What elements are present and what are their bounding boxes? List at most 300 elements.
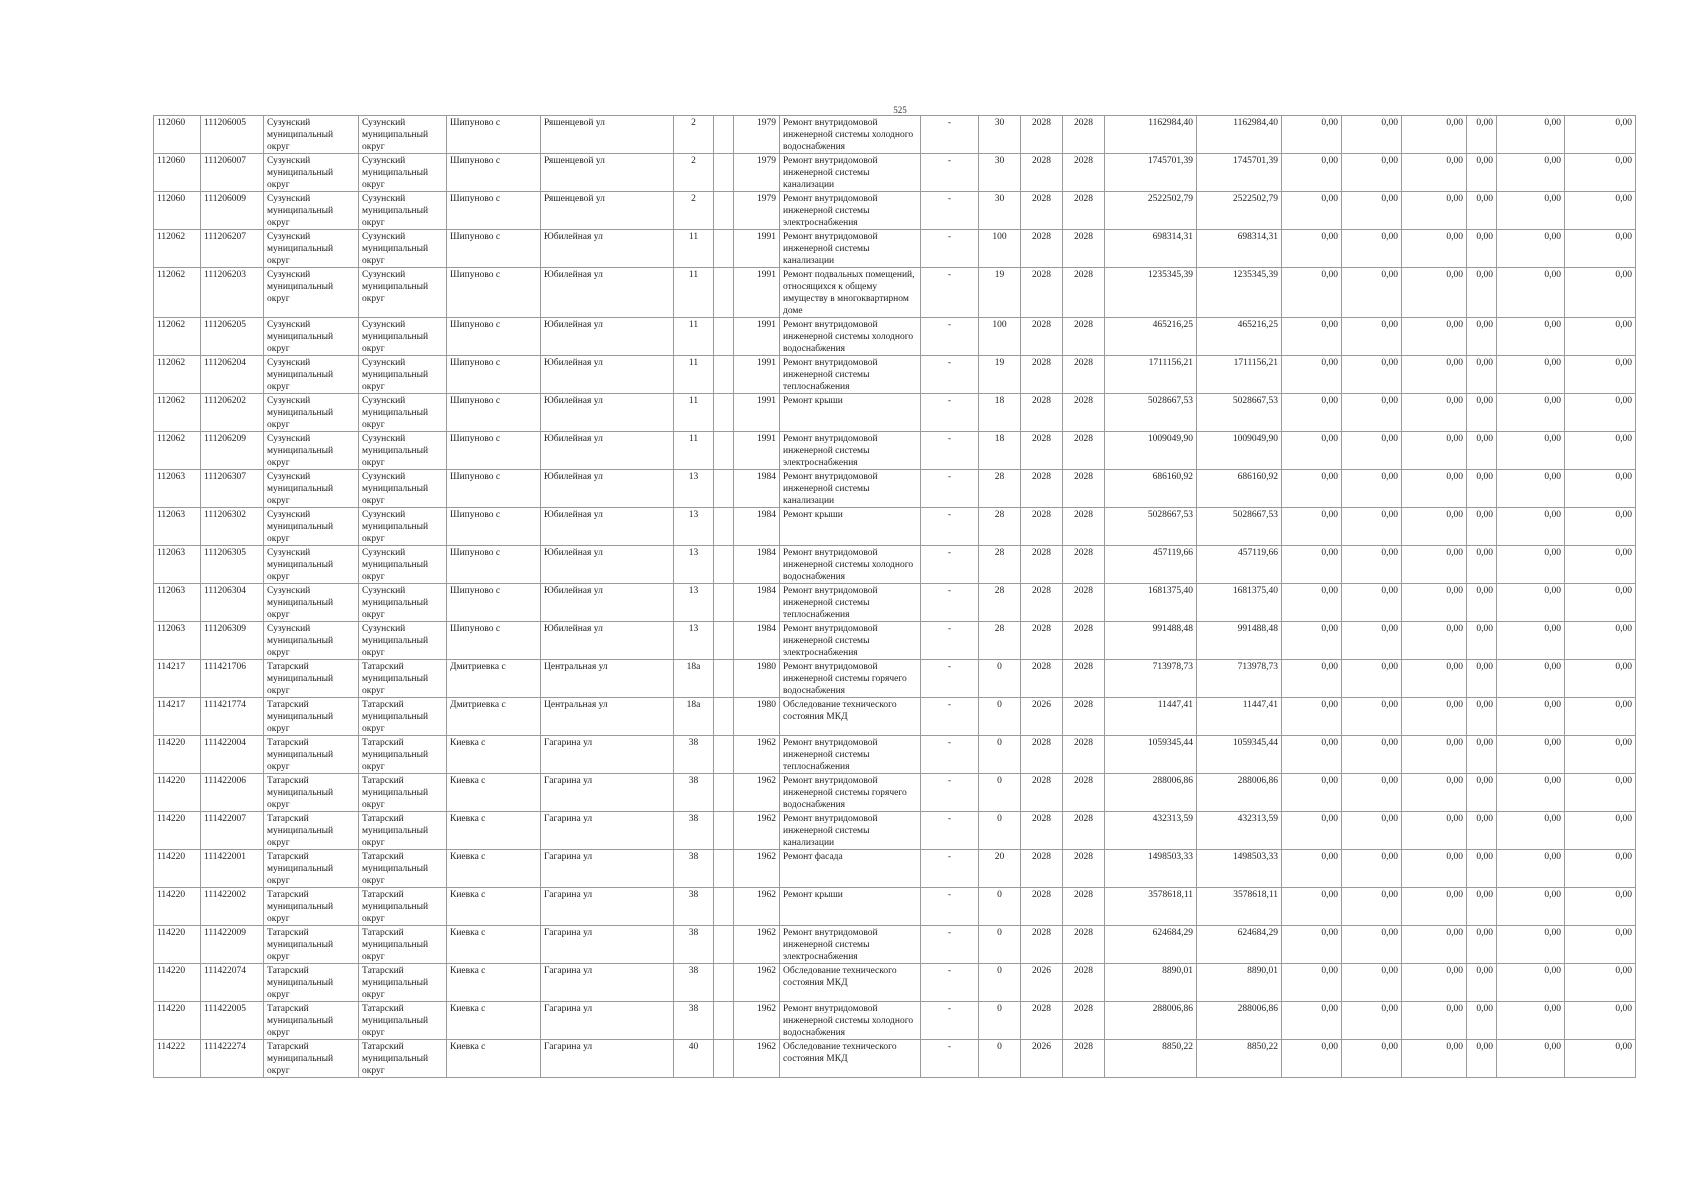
cell-cost-col-22: 0,00: [1565, 926, 1636, 964]
cell-plan-year: 2028: [1021, 888, 1063, 926]
cell-street: Юбилейная ул: [541, 546, 674, 584]
cell-building: [714, 268, 734, 318]
cell-end-year: 2028: [1063, 1002, 1105, 1040]
cell-cost-col-19: 0,00: [1402, 926, 1467, 964]
cell-dash: -: [921, 660, 979, 698]
cell-work-type: Ремонт внутридомовой инженерной системы канализации: [780, 812, 921, 850]
cell-settlement: Шипуново с: [447, 318, 541, 356]
cell-settlement: Шипуново с: [447, 230, 541, 268]
cell-cost-col-20: 0,00: [1467, 1040, 1497, 1078]
cell-settlement: Киевка с: [447, 850, 541, 888]
cell-building: [714, 546, 734, 584]
cell-end-year: 2028: [1063, 394, 1105, 432]
table-row: [154, 774, 1636, 812]
table-row: [154, 432, 1636, 470]
cell-dash: -: [921, 736, 979, 774]
cell-total-cost: 5028667,53: [1105, 508, 1197, 546]
cell-record-id: 112060: [154, 116, 201, 154]
cell-work-type: Ремонт внутридомовой инженерной системы теплоснабжения: [780, 356, 921, 394]
cell-end-year: 2028: [1063, 812, 1105, 850]
cell-end-year: 2028: [1063, 356, 1105, 394]
cell-cost-col-18: 0,00: [1342, 584, 1402, 622]
cell-cost-col-20: 0,00: [1467, 432, 1497, 470]
cell-cost-col-21: 0,00: [1497, 432, 1565, 470]
cell-cost-col-22: 0,00: [1565, 470, 1636, 508]
cell-build-year: 1984: [734, 508, 780, 546]
cell-total-cost: 1059345,44: [1105, 736, 1197, 774]
cell-work-code: 111422005: [201, 1002, 264, 1040]
cell-work-code: 111206202: [201, 394, 264, 432]
cell-cost-col-21: 0,00: [1497, 268, 1565, 318]
cell-cost-col-20: 0,00: [1467, 546, 1497, 584]
cell-cost-col-22: 0,00: [1565, 964, 1636, 1002]
cell-cost-col-22: 0,00: [1565, 508, 1636, 546]
cell-municipality-secondary: Татарский муниципальный округ: [359, 1040, 447, 1078]
cell-settlement: Шипуново с: [447, 470, 541, 508]
cell-cost-col-17: 0,00: [1282, 812, 1342, 850]
cell-cost-col-17: 0,00: [1282, 736, 1342, 774]
cell-building: [714, 926, 734, 964]
cell-record-id: 114222: [154, 1040, 201, 1078]
cell-building: [714, 736, 734, 774]
cell-street: Центральная ул: [541, 660, 674, 698]
cell-cost-col-17: 0,00: [1282, 926, 1342, 964]
cell-work-code: 111422006: [201, 774, 264, 812]
cell-cost-col-17: 0,00: [1282, 154, 1342, 192]
cell-work-code: 111206302: [201, 508, 264, 546]
cell-work-type: Ремонт внутридомовой инженерной системы горячего водоснабжения: [780, 660, 921, 698]
cell-cost-fund: 1235345,39: [1197, 268, 1282, 318]
cell-municipality: Татарский муниципальный округ: [264, 812, 359, 850]
cell-municipality: Татарский муниципальный округ: [264, 926, 359, 964]
cell-build-year: 1980: [734, 660, 780, 698]
cell-build-year: 1984: [734, 470, 780, 508]
cell-municipality: Сузунский муниципальный округ: [264, 622, 359, 660]
cell-cost-col-21: 0,00: [1497, 660, 1565, 698]
cell-plan-year: 2028: [1021, 508, 1063, 546]
cell-total-cost: 713978,73: [1105, 660, 1197, 698]
cell-build-year: 1984: [734, 546, 780, 584]
cell-cost-col-20: 0,00: [1467, 622, 1497, 660]
cell-cost-col-18: 0,00: [1342, 318, 1402, 356]
cell-cost-col-22: 0,00: [1565, 1002, 1636, 1040]
cell-dash: -: [921, 1002, 979, 1040]
cell-cost-col-22: 0,00: [1565, 736, 1636, 774]
cell-house-number: 18а: [674, 660, 714, 698]
cell-settlement: Киевка с: [447, 926, 541, 964]
cell-municipality-secondary: Сузунский муниципальный округ: [359, 116, 447, 154]
cell-cost-fund: 991488,48: [1197, 622, 1282, 660]
cell-municipality-secondary: Сузунский муниципальный округ: [359, 268, 447, 318]
cell-settlement: Шипуново с: [447, 394, 541, 432]
cell-house-number: 18а: [674, 698, 714, 736]
cell-record-id: 112062: [154, 356, 201, 394]
cell-dash: -: [921, 964, 979, 1002]
cell-municipality: Татарский муниципальный округ: [264, 736, 359, 774]
cell-cost-col-18: 0,00: [1342, 192, 1402, 230]
cell-cost-col-19: 0,00: [1402, 584, 1467, 622]
cell-cost-col-22: 0,00: [1565, 116, 1636, 154]
cell-dash: -: [921, 584, 979, 622]
cell-cost-fund: 288006,86: [1197, 774, 1282, 812]
cell-house-number: 13: [674, 584, 714, 622]
cell-work-code: 111422001: [201, 850, 264, 888]
cell-work-code: 111206203: [201, 268, 264, 318]
cell-wear-percent: 28: [979, 584, 1021, 622]
cell-dash: -: [921, 888, 979, 926]
cell-cost-col-22: 0,00: [1565, 394, 1636, 432]
cell-cost-col-20: 0,00: [1467, 812, 1497, 850]
cell-settlement: Шипуново с: [447, 432, 541, 470]
cell-municipality-secondary: Сузунский муниципальный округ: [359, 622, 447, 660]
cell-cost-col-21: 0,00: [1497, 622, 1565, 660]
cell-work-code: 111422074: [201, 964, 264, 1002]
cell-plan-year: 2028: [1021, 622, 1063, 660]
cell-street: Юбилейная ул: [541, 584, 674, 622]
cell-wear-percent: 30: [979, 154, 1021, 192]
cell-cost-col-18: 0,00: [1342, 926, 1402, 964]
cell-dash: -: [921, 394, 979, 432]
cell-house-number: 38: [674, 850, 714, 888]
cell-cost-col-21: 0,00: [1497, 470, 1565, 508]
cell-municipality: Татарский муниципальный округ: [264, 660, 359, 698]
table-row: [154, 116, 1636, 154]
cell-plan-year: 2028: [1021, 116, 1063, 154]
cell-municipality: Сузунский муниципальный округ: [264, 584, 359, 622]
cell-cost-col-20: 0,00: [1467, 1002, 1497, 1040]
cell-work-type: Ремонт фасада: [780, 850, 921, 888]
cell-municipality-secondary: Татарский муниципальный округ: [359, 774, 447, 812]
cell-cost-col-22: 0,00: [1565, 268, 1636, 318]
cell-record-id: 112062: [154, 268, 201, 318]
cell-work-type: Ремонт внутридомовой инженерной системы холодного водоснабжения: [780, 1002, 921, 1040]
cell-municipality-secondary: Сузунский муниципальный округ: [359, 318, 447, 356]
cell-building: [714, 318, 734, 356]
cell-settlement: Киевка с: [447, 736, 541, 774]
cell-cost-col-20: 0,00: [1467, 888, 1497, 926]
cell-cost-col-21: 0,00: [1497, 318, 1565, 356]
cell-settlement: Шипуново с: [447, 192, 541, 230]
cell-end-year: 2028: [1063, 774, 1105, 812]
cell-cost-col-18: 0,00: [1342, 546, 1402, 584]
cell-municipality: Сузунский муниципальный округ: [264, 356, 359, 394]
cell-cost-col-22: 0,00: [1565, 584, 1636, 622]
cell-street: Гагарина ул: [541, 774, 674, 812]
cell-cost-col-19: 0,00: [1402, 318, 1467, 356]
cell-record-id: 114220: [154, 736, 201, 774]
cell-dash: -: [921, 116, 979, 154]
cell-cost-col-21: 0,00: [1497, 230, 1565, 268]
cell-settlement: Шипуново с: [447, 584, 541, 622]
cell-building: [714, 888, 734, 926]
table-row: [154, 546, 1636, 584]
cell-total-cost: 5028667,53: [1105, 394, 1197, 432]
cell-build-year: 1991: [734, 318, 780, 356]
cell-cost-col-19: 0,00: [1402, 888, 1467, 926]
table-row: [154, 660, 1636, 698]
cell-settlement: Киевка с: [447, 1040, 541, 1078]
cell-cost-col-17: 0,00: [1282, 964, 1342, 1002]
cell-end-year: 2028: [1063, 508, 1105, 546]
cell-wear-percent: 0: [979, 1040, 1021, 1078]
table-row: [154, 1040, 1636, 1078]
cell-plan-year: 2026: [1021, 1040, 1063, 1078]
cell-municipality-secondary: Татарский муниципальный округ: [359, 698, 447, 736]
cell-cost-col-20: 0,00: [1467, 850, 1497, 888]
cell-cost-col-19: 0,00: [1402, 774, 1467, 812]
cell-wear-percent: 0: [979, 812, 1021, 850]
cell-cost-col-20: 0,00: [1467, 192, 1497, 230]
cell-end-year: 2028: [1063, 926, 1105, 964]
cell-building: [714, 154, 734, 192]
table-row: [154, 268, 1636, 318]
cell-work-type: Ремонт внутридомовой инженерной системы холодного водоснабжения: [780, 116, 921, 154]
cell-cost-col-21: 0,00: [1497, 850, 1565, 888]
cell-building: [714, 622, 734, 660]
cell-house-number: 38: [674, 774, 714, 812]
cell-cost-col-17: 0,00: [1282, 584, 1342, 622]
cell-cost-col-18: 0,00: [1342, 812, 1402, 850]
cell-cost-col-18: 0,00: [1342, 1040, 1402, 1078]
cell-plan-year: 2026: [1021, 698, 1063, 736]
cell-end-year: 2028: [1063, 470, 1105, 508]
cell-cost-fund: 1745701,39: [1197, 154, 1282, 192]
cell-wear-percent: 100: [979, 318, 1021, 356]
cell-street: Юбилейная ул: [541, 470, 674, 508]
cell-cost-col-22: 0,00: [1565, 1040, 1636, 1078]
cell-house-number: 13: [674, 470, 714, 508]
cell-building: [714, 432, 734, 470]
cell-municipality: Сузунский муниципальный округ: [264, 230, 359, 268]
cell-cost-col-20: 0,00: [1467, 394, 1497, 432]
cell-total-cost: 8850,22: [1105, 1040, 1197, 1078]
cell-record-id: 112062: [154, 394, 201, 432]
cell-street: Юбилейная ул: [541, 622, 674, 660]
cell-cost-col-22: 0,00: [1565, 622, 1636, 660]
cell-cost-col-21: 0,00: [1497, 1002, 1565, 1040]
cell-cost-col-21: 0,00: [1497, 584, 1565, 622]
cell-house-number: 2: [674, 192, 714, 230]
cell-build-year: 1962: [734, 1002, 780, 1040]
cell-wear-percent: 20: [979, 850, 1021, 888]
cell-wear-percent: 18: [979, 394, 1021, 432]
cell-settlement: Шипуново с: [447, 268, 541, 318]
cell-house-number: 2: [674, 116, 714, 154]
cell-record-id: 114220: [154, 850, 201, 888]
cell-house-number: 13: [674, 508, 714, 546]
cell-wear-percent: 100: [979, 230, 1021, 268]
repair-registry-table: [153, 115, 1636, 1078]
page-number: 525: [893, 105, 907, 115]
cell-cost-col-19: 0,00: [1402, 622, 1467, 660]
cell-wear-percent: 30: [979, 192, 1021, 230]
cell-cost-fund: 465216,25: [1197, 318, 1282, 356]
cell-house-number: 38: [674, 736, 714, 774]
cell-work-type: Ремонт внутридомовой инженерной системы электроснабжения: [780, 622, 921, 660]
cell-end-year: 2028: [1063, 192, 1105, 230]
cell-settlement: Дмитриевка с: [447, 660, 541, 698]
cell-house-number: 13: [674, 546, 714, 584]
cell-cost-col-22: 0,00: [1565, 192, 1636, 230]
cell-municipality-secondary: Татарский муниципальный округ: [359, 850, 447, 888]
cell-cost-fund: 5028667,53: [1197, 508, 1282, 546]
cell-wear-percent: 0: [979, 888, 1021, 926]
table-row: [154, 230, 1636, 268]
cell-wear-percent: 18: [979, 432, 1021, 470]
table-row: [154, 394, 1636, 432]
table-row: [154, 698, 1636, 736]
cell-street: Юбилейная ул: [541, 268, 674, 318]
cell-house-number: 2: [674, 154, 714, 192]
cell-cost-col-18: 0,00: [1342, 698, 1402, 736]
cell-cost-col-17: 0,00: [1282, 774, 1342, 812]
cell-cost-fund: 624684,29: [1197, 926, 1282, 964]
cell-cost-fund: 11447,41: [1197, 698, 1282, 736]
cell-municipality: Сузунский муниципальный округ: [264, 116, 359, 154]
cell-cost-col-20: 0,00: [1467, 116, 1497, 154]
cell-plan-year: 2026: [1021, 964, 1063, 1002]
cell-record-id: 112060: [154, 192, 201, 230]
cell-work-code: 111421774: [201, 698, 264, 736]
cell-cost-fund: 432313,59: [1197, 812, 1282, 850]
cell-cost-fund: 1681375,40: [1197, 584, 1282, 622]
cell-record-id: 112063: [154, 584, 201, 622]
table-row: [154, 888, 1636, 926]
cell-record-id: 114220: [154, 774, 201, 812]
cell-work-type: Ремонт внутридомовой инженерной системы электроснабжения: [780, 432, 921, 470]
cell-build-year: 1991: [734, 356, 780, 394]
cell-settlement: Шипуново с: [447, 116, 541, 154]
cell-cost-col-19: 0,00: [1402, 356, 1467, 394]
cell-cost-col-17: 0,00: [1282, 394, 1342, 432]
cell-plan-year: 2028: [1021, 192, 1063, 230]
cell-dash: -: [921, 230, 979, 268]
cell-total-cost: 288006,86: [1105, 1002, 1197, 1040]
cell-cost-col-22: 0,00: [1565, 660, 1636, 698]
cell-total-cost: 1498503,33: [1105, 850, 1197, 888]
cell-municipality: Сузунский муниципальный округ: [264, 432, 359, 470]
cell-plan-year: 2028: [1021, 318, 1063, 356]
cell-house-number: 11: [674, 268, 714, 318]
cell-build-year: 1962: [734, 926, 780, 964]
cell-total-cost: 8890,01: [1105, 964, 1197, 1002]
cell-municipality-secondary: Сузунский муниципальный округ: [359, 432, 447, 470]
cell-cost-col-18: 0,00: [1342, 964, 1402, 1002]
cell-street: Ряшенцевой ул: [541, 192, 674, 230]
cell-build-year: 1962: [734, 1040, 780, 1078]
cell-dash: -: [921, 812, 979, 850]
cell-municipality: Татарский муниципальный округ: [264, 888, 359, 926]
cell-end-year: 2028: [1063, 888, 1105, 926]
cell-record-id: 114217: [154, 660, 201, 698]
cell-cost-col-20: 0,00: [1467, 736, 1497, 774]
cell-cost-col-21: 0,00: [1497, 964, 1565, 1002]
cell-total-cost: 624684,29: [1105, 926, 1197, 964]
cell-cost-col-19: 0,00: [1402, 268, 1467, 318]
cell-record-id: 112060: [154, 154, 201, 192]
cell-end-year: 2028: [1063, 698, 1105, 736]
cell-cost-col-17: 0,00: [1282, 850, 1342, 888]
table-row: [154, 1002, 1636, 1040]
cell-municipality: Татарский муниципальный округ: [264, 964, 359, 1002]
cell-wear-percent: 0: [979, 660, 1021, 698]
cell-municipality-secondary: Сузунский муниципальный округ: [359, 230, 447, 268]
cell-cost-col-20: 0,00: [1467, 964, 1497, 1002]
cell-street: Юбилейная ул: [541, 318, 674, 356]
cell-end-year: 2028: [1063, 660, 1105, 698]
cell-street: Гагарина ул: [541, 850, 674, 888]
cell-street: Юбилейная ул: [541, 394, 674, 432]
cell-street: Гагарина ул: [541, 926, 674, 964]
cell-work-code: 111206007: [201, 154, 264, 192]
cell-cost-col-20: 0,00: [1467, 356, 1497, 394]
cell-cost-col-21: 0,00: [1497, 192, 1565, 230]
cell-cost-col-19: 0,00: [1402, 508, 1467, 546]
cell-cost-col-18: 0,00: [1342, 268, 1402, 318]
cell-work-code: 111422274: [201, 1040, 264, 1078]
cell-cost-col-21: 0,00: [1497, 356, 1565, 394]
cell-municipality: Татарский муниципальный округ: [264, 1002, 359, 1040]
cell-building: [714, 660, 734, 698]
cell-cost-col-21: 0,00: [1497, 888, 1565, 926]
cell-plan-year: 2028: [1021, 394, 1063, 432]
cell-municipality: Сузунский муниципальный округ: [264, 192, 359, 230]
cell-building: [714, 698, 734, 736]
cell-house-number: 11: [674, 432, 714, 470]
cell-municipality-secondary: Татарский муниципальный округ: [359, 736, 447, 774]
cell-cost-col-21: 0,00: [1497, 736, 1565, 774]
cell-plan-year: 2028: [1021, 432, 1063, 470]
cell-street: Гагарина ул: [541, 1040, 674, 1078]
cell-dash: -: [921, 1040, 979, 1078]
cell-cost-fund: 8850,22: [1197, 1040, 1282, 1078]
cell-building: [714, 508, 734, 546]
cell-work-code: 111206305: [201, 546, 264, 584]
cell-plan-year: 2028: [1021, 154, 1063, 192]
cell-record-id: 114220: [154, 888, 201, 926]
table-row: [154, 812, 1636, 850]
cell-end-year: 2028: [1063, 850, 1105, 888]
cell-street: Юбилейная ул: [541, 356, 674, 394]
cell-cost-fund: 1711156,21: [1197, 356, 1282, 394]
cell-cost-col-18: 0,00: [1342, 1002, 1402, 1040]
cell-street: Юбилейная ул: [541, 432, 674, 470]
cell-cost-fund: 713978,73: [1197, 660, 1282, 698]
cell-cost-fund: 1162984,40: [1197, 116, 1282, 154]
cell-settlement: Киевка с: [447, 774, 541, 812]
cell-plan-year: 2028: [1021, 230, 1063, 268]
cell-settlement: Киевка с: [447, 812, 541, 850]
cell-end-year: 2028: [1063, 1040, 1105, 1078]
table-row: [154, 508, 1636, 546]
cell-cost-col-18: 0,00: [1342, 432, 1402, 470]
cell-wear-percent: 19: [979, 356, 1021, 394]
table-row: [154, 926, 1636, 964]
cell-dash: -: [921, 318, 979, 356]
cell-municipality-secondary: Сузунский муниципальный округ: [359, 584, 447, 622]
cell-cost-fund: 1009049,90: [1197, 432, 1282, 470]
table-body: [154, 116, 1636, 1078]
cell-work-type: Ремонт крыши: [780, 508, 921, 546]
cell-work-code: 111206005: [201, 116, 264, 154]
cell-municipality-secondary: Татарский муниципальный округ: [359, 1002, 447, 1040]
cell-cost-col-17: 0,00: [1282, 230, 1342, 268]
cell-settlement: Киевка с: [447, 1002, 541, 1040]
cell-cost-col-22: 0,00: [1565, 230, 1636, 268]
cell-municipality-secondary: Сузунский муниципальный округ: [359, 356, 447, 394]
cell-cost-col-20: 0,00: [1467, 698, 1497, 736]
cell-building: [714, 356, 734, 394]
